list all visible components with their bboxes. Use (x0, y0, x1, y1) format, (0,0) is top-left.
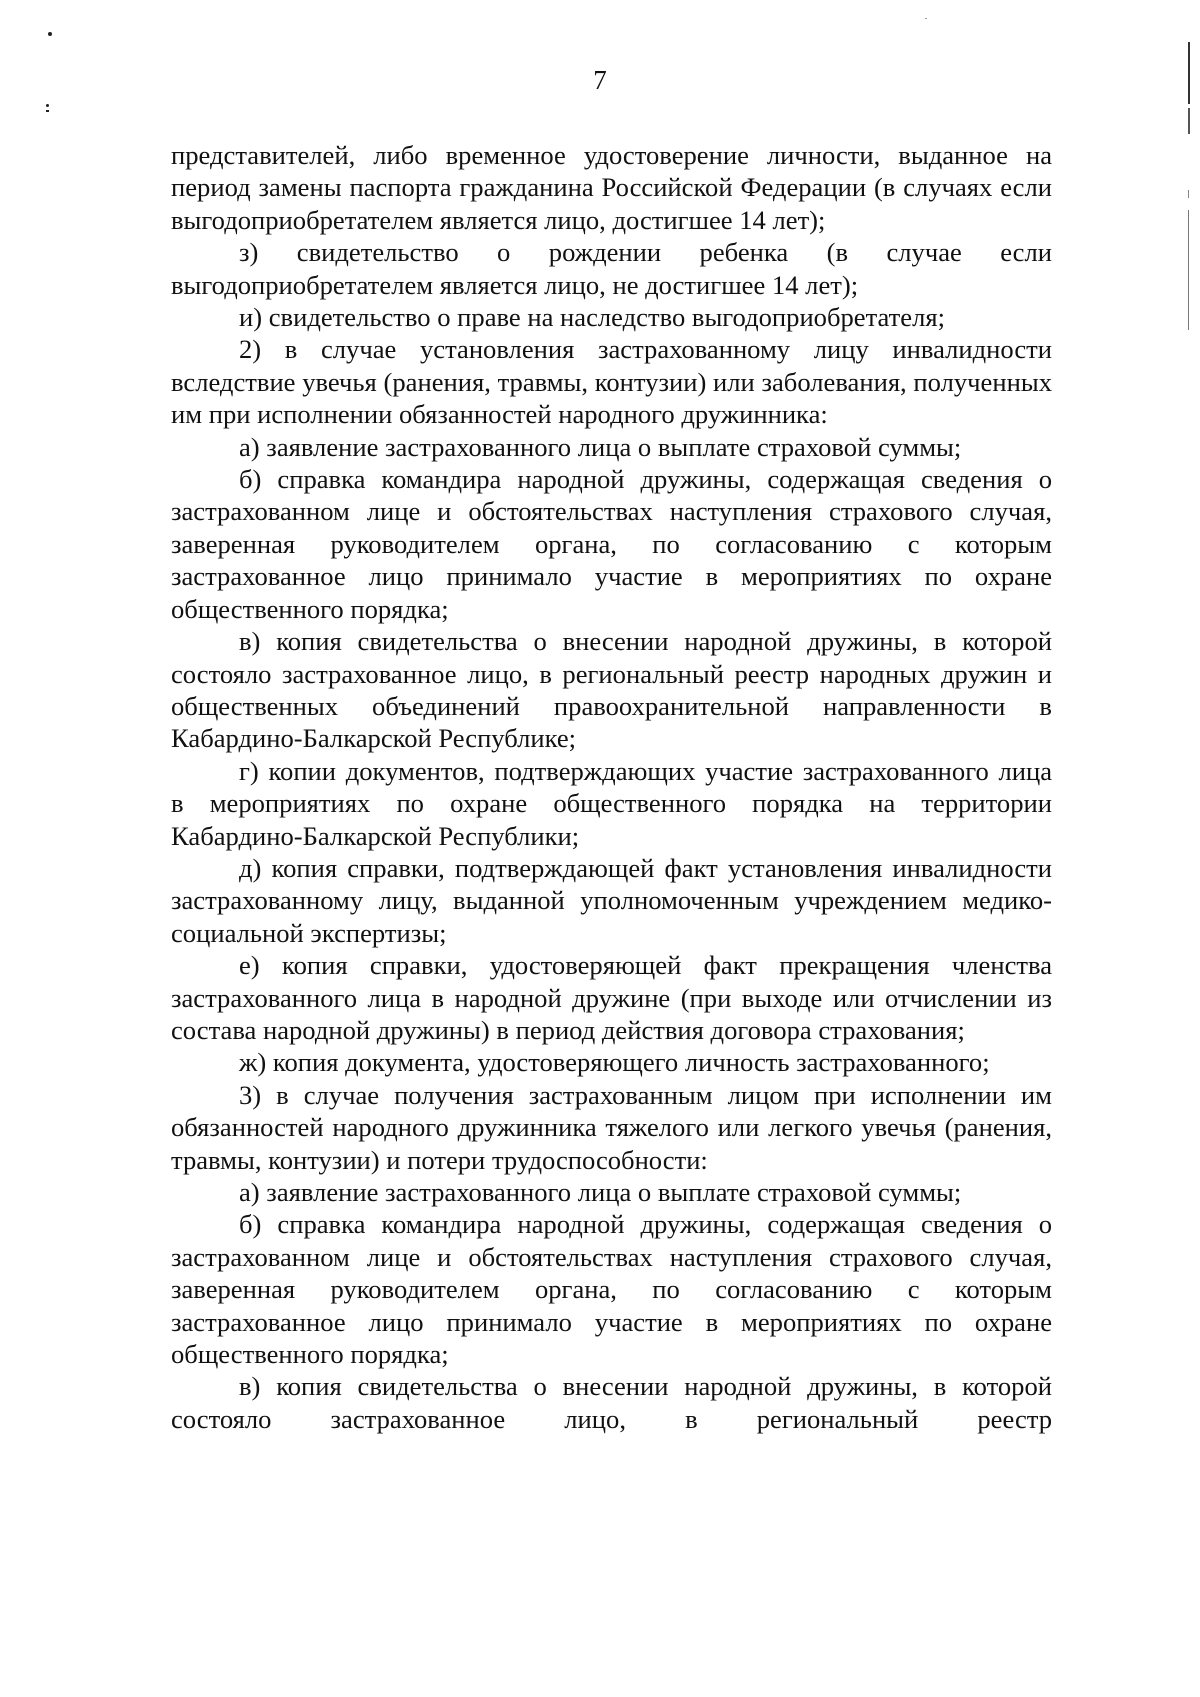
paragraph: б) справка командира народной дружины, содержащая сведения о застрахованном лице и обстоятельствах наступления страхового случая, заверенная руководителем органа, по согласованию с которым застрахованное лицо принимало участие в мероприятиях по охране общественного порядка; (171, 464, 1052, 624)
paragraph: б) справка командира народной дружины, содержащая сведения о застрахованном лице и обстоятельствах наступления страхового случая, заверенная руководителем органа, по согласованию с которым застрахованное лицо принимало участие в мероприятиях по охране общественного порядка; (171, 1209, 1052, 1370)
paragraph: представителей, либо временное удостоверение личности, выданное на период замены паспорта гражданина Российской Федерации (в случаях если выгодоприобретателем является лицо, достигшее 14 лет); (171, 140, 1052, 235)
paragraph: 2) в случае установления застрахованному лицу инвалидности вследствие увечья (ранения, травмы, контузии) или заболевания, полученных им при исполнении обязанностей народного дружинника: (171, 334, 1052, 430)
scan-speck (46, 104, 49, 107)
document-body (171, 139, 1052, 1435)
paragraph: а) заявление застрахованного лица о выплате страховой суммы; (239, 1177, 962, 1207)
paragraph: в) копия свидетельства о внесении народной дружины, в которой состояло застрахованное лицо, в региональный реестр (171, 1371, 1052, 1434)
paragraph: 3) в случае получения застрахованным лицом при исполнении им обязанностей народного дружинника тяжелого или легкого увечья (ранения, травмы, контузии) и потери трудоспособности: (171, 1079, 1052, 1175)
scan-edge-line (1188, 190, 1189, 198)
paragraph: и) свидетельство о праве на наследство выгодоприобретателя; (239, 302, 945, 333)
paragraph: д) копия справки, подтверждающей факт установления инвалидности застрахованному лицу, выданной уполномоченным учреждением медико-социальной экспертизы; (171, 852, 1052, 948)
paragraph: а) заявление застрахованного лица о выплате страховой суммы; (239, 431, 962, 462)
paragraph: е) копия справки, удостоверяющей факт прекращения членства застрахованного лица в народной дружине (при выходе или отчислении из состава народной дружины) в период действия договора страхования; (171, 950, 1052, 1045)
scan-edge-line (1188, 210, 1189, 330)
page-number: 7 (593, 65, 607, 95)
scan-edge-line (1188, 108, 1190, 134)
paragraph: г) копии документов, подтверждающих участие застрахованного лица в мероприятиях по охране общественного порядка на территории Кабардино-Балкарской Республики; (171, 755, 1052, 851)
scan-speck (46, 110, 49, 112)
paragraph: з) свидетельство о рождении ребенка (в случае если выгодоприобретателем является лицо, не достигшее 14 лет); (171, 237, 1052, 300)
scan-speck (925, 18, 927, 19)
paragraph: в) копия свидетельства о внесении народной дружины, в которой состояло застрахованное лицо, в региональный реестр народных дружин и общественных объединений правоохранительной направленности в Кабардино-Балкарской Республике; (171, 626, 1052, 754)
scan-speck (48, 32, 52, 36)
paragraph: ж) копия документа, удостоверяющего личность застрахованного; (239, 1047, 990, 1078)
